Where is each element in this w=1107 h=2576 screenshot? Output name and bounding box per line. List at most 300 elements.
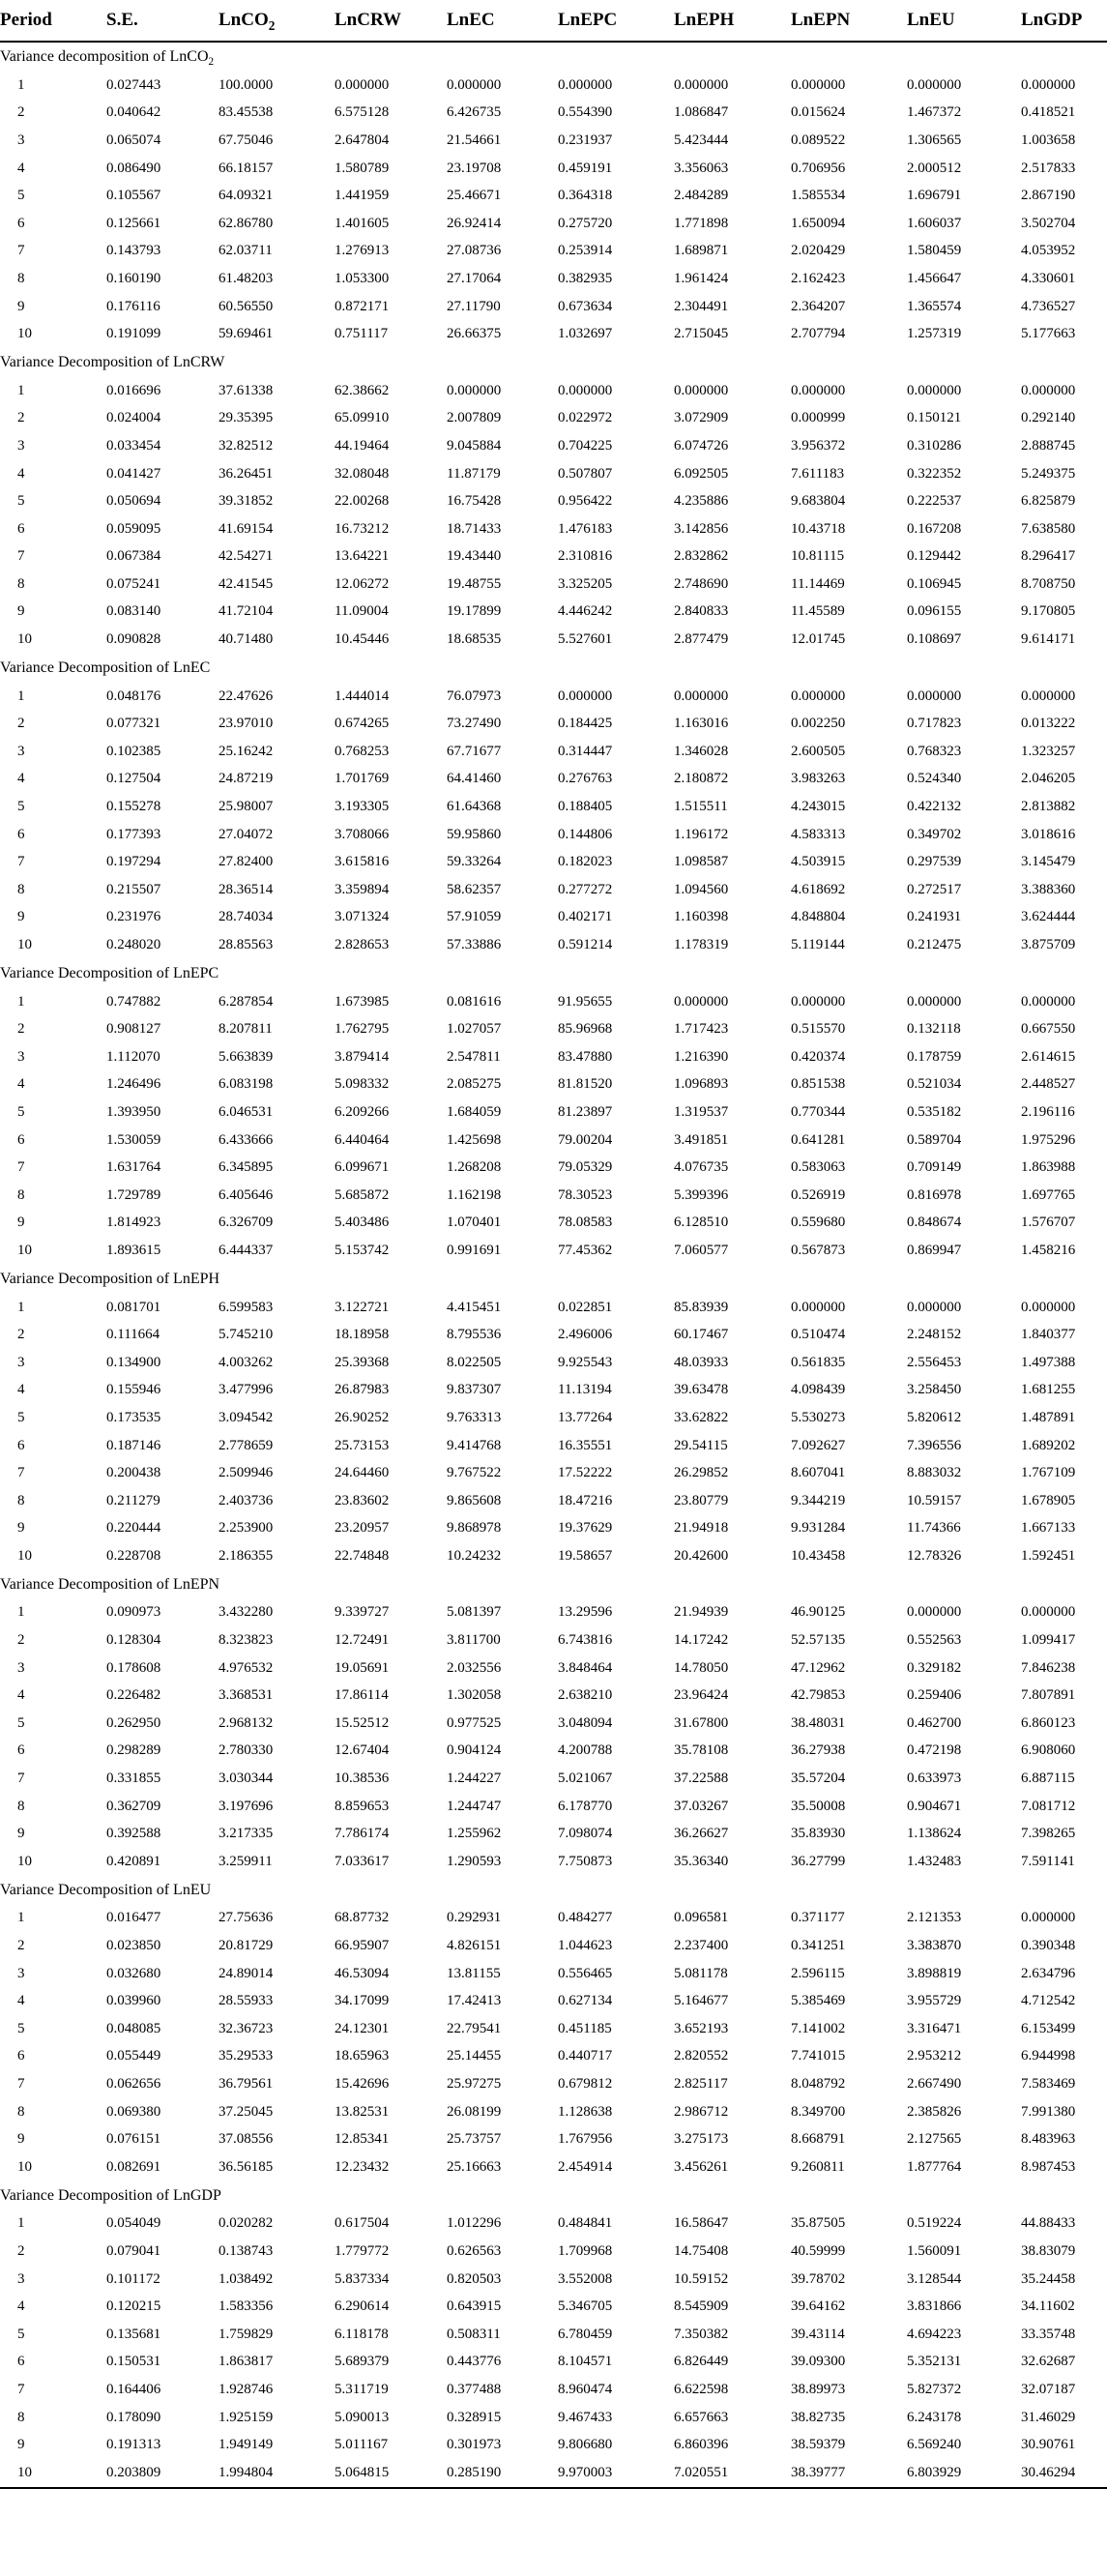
cell-lncrw: 0.000000 (335, 76, 390, 93)
cell-lncrw: 0.768253 (335, 743, 390, 759)
cell-lnepc: 18.47216 (558, 1492, 613, 1508)
cell-lnepn: 12.01745 (791, 631, 846, 648)
cell-lngdp: 0.418521 (1021, 104, 1076, 121)
cell-se: 0.101172 (106, 2270, 160, 2287)
cell-lnepn: 0.015624 (791, 104, 846, 121)
cell-lneph: 23.96424 (674, 1687, 729, 1704)
cell-lnec: 1.290593 (447, 1853, 502, 1869)
cell-se: 0.016477 (106, 1910, 161, 1926)
cell-lncrw: 10.45446 (335, 631, 390, 648)
table-row (0, 1071, 1107, 1099)
cell-lneu: 0.000000 (907, 688, 962, 704)
cell-lnco2: 1.925159 (218, 2409, 274, 2425)
cell-period: 1 (17, 76, 25, 93)
cell-lncrw: 13.82531 (335, 2103, 390, 2120)
cell-period: 7 (17, 2075, 25, 2092)
cell-lnco2: 100.0000 (218, 76, 274, 93)
cell-lnec: 3.811700 (447, 1632, 501, 1649)
column-header-lneph: LnEPH (674, 0, 791, 42)
cell-lnco2: 6.405646 (218, 1186, 274, 1203)
cell-period: 6 (17, 1131, 25, 1148)
cell-lnco2: 8.207811 (218, 1021, 273, 1038)
cell-lnco2: 1.863817 (218, 2354, 274, 2370)
table-body (0, 42, 1107, 2487)
cell-lneu: 0.524340 (907, 771, 962, 787)
cell-lneph: 3.142856 (674, 520, 729, 537)
cell-lnepn: 0.000999 (791, 410, 846, 426)
cell-se: 0.067384 (106, 548, 161, 565)
cell-lneph: 85.83939 (674, 1299, 729, 1315)
cell-period: 6 (17, 2354, 25, 2370)
cell-lnepn: 5.530273 (791, 1409, 846, 1425)
cell-lnepn: 2.162423 (791, 270, 846, 286)
cell-lneu: 2.000512 (907, 160, 962, 176)
table-row (0, 432, 1107, 460)
table-row (0, 1654, 1107, 1683)
cell-lncrw: 16.73212 (335, 520, 390, 537)
table-row (0, 766, 1107, 794)
cell-se: 0.090828 (106, 631, 161, 648)
cell-lneu: 0.096155 (907, 603, 962, 620)
cell-lnepn: 0.000000 (791, 993, 846, 1010)
cell-lneph: 48.03933 (674, 1354, 729, 1370)
cell-se: 0.040642 (106, 104, 161, 121)
cell-se: 0.187146 (106, 1437, 161, 1453)
cell-se: 1.729789 (106, 1186, 161, 1203)
cell-lnec: 1.255962 (447, 1826, 502, 1842)
section-title: Variance Decomposition of LnEPN (0, 1575, 220, 1593)
cell-lnec: 2.085275 (447, 1076, 502, 1093)
cell-lncrw: 0.751117 (335, 326, 389, 342)
cell-lnepn: 52.57135 (791, 1632, 846, 1649)
cell-period: 9 (17, 2437, 25, 2453)
cell-se: 0.105567 (106, 188, 161, 204)
cell-lncrw: 5.689379 (335, 2354, 390, 2370)
cell-lnec: 17.42413 (447, 1993, 502, 2009)
cell-lneu: 1.138624 (907, 1826, 962, 1842)
cell-lnepc: 3.848464 (558, 1659, 613, 1676)
cell-lneu: 0.535182 (907, 1103, 962, 1120)
cell-lnco2: 3.259911 (218, 1853, 273, 1869)
cell-period: 7 (17, 1771, 25, 1787)
cell-lneph: 6.128510 (674, 1215, 729, 1231)
cell-lngdp: 8.296417 (1021, 548, 1076, 565)
column-header-lnec: LnEC (447, 0, 558, 42)
cell-lnec: 59.95860 (447, 826, 502, 842)
table-row (0, 2125, 1107, 2153)
cell-lnepn: 0.341251 (791, 1938, 846, 1954)
cell-lnco2: 6.433666 (218, 1131, 274, 1148)
cell-lnepn: 1.650094 (791, 215, 846, 231)
cell-lncrw: 2.647804 (335, 132, 390, 148)
cell-lncrw: 5.311719 (335, 2381, 389, 2397)
cell-lngdp: 6.944998 (1021, 2048, 1076, 2064)
cell-lncrw: 12.06272 (335, 575, 390, 592)
cell-lnepn: 38.59379 (791, 2437, 846, 2453)
cell-lncrw: 12.85341 (335, 2131, 390, 2148)
cell-se: 1.893615 (106, 1242, 161, 1258)
table-row (0, 2431, 1107, 2459)
cell-lnepc: 0.459191 (558, 160, 613, 176)
table-row (0, 876, 1107, 904)
cell-lngdp: 31.46029 (1021, 2409, 1076, 2425)
cell-lnepn: 9.260811 (791, 2158, 845, 2175)
cell-lnepn: 0.000000 (791, 382, 846, 398)
cell-lncrw: 5.153742 (335, 1242, 390, 1258)
cell-lnco2: 0.138743 (218, 2242, 274, 2259)
cell-lncrw: 3.708066 (335, 826, 390, 842)
cell-lncrw: 46.53094 (335, 1965, 390, 1981)
cell-lncrw: 5.090013 (335, 2409, 390, 2425)
cell-lnepc: 9.467433 (558, 2409, 613, 2425)
cell-lnepc: 7.750873 (558, 1853, 613, 1869)
cell-lngdp: 1.697765 (1021, 1186, 1076, 1203)
cell-lneph: 33.62822 (674, 1409, 729, 1425)
cell-lngdp: 8.708750 (1021, 575, 1076, 592)
cell-lnepn: 0.000000 (791, 76, 846, 93)
cell-lnepn: 42.79853 (791, 1687, 846, 1704)
cell-lngdp: 0.000000 (1021, 382, 1076, 398)
cell-lnepc: 19.37629 (558, 1520, 613, 1537)
cell-se: 0.392588 (106, 1826, 161, 1842)
table-row (0, 265, 1107, 293)
cell-lneph: 8.545909 (674, 2298, 729, 2315)
cell-lnco2: 61.48203 (218, 270, 274, 286)
cell-lneu: 2.248152 (907, 1327, 962, 1343)
cell-lncrw: 5.011167 (335, 2437, 389, 2453)
cell-lnco2: 41.72104 (218, 603, 274, 620)
cell-lngdp: 3.875709 (1021, 937, 1076, 953)
cell-period: 10 (17, 2158, 32, 2175)
cell-lngdp: 0.000000 (1021, 1604, 1076, 1621)
cell-lngdp: 2.813882 (1021, 799, 1076, 815)
cell-lncrw: 2.828653 (335, 937, 390, 953)
cell-lnepc: 2.454914 (558, 2158, 613, 2175)
cell-lnec: 0.328915 (447, 2409, 502, 2425)
cell-lngdp: 2.634796 (1021, 1965, 1076, 1981)
cell-lnepc: 91.95655 (558, 993, 613, 1010)
cell-lncrw: 22.74848 (335, 1547, 390, 1564)
table-row (0, 988, 1107, 1016)
cell-lncrw: 68.87732 (335, 1910, 390, 1926)
cell-lnco2: 2.780330 (218, 1742, 274, 1759)
cell-lngdp: 1.487891 (1021, 1409, 1076, 1425)
cell-lneph: 21.94918 (674, 1520, 729, 1537)
cell-lnepc: 0.556465 (558, 1965, 613, 1981)
cell-se: 0.065074 (106, 132, 161, 148)
cell-lneu: 1.877764 (907, 2158, 962, 2175)
cell-lnepc: 81.23897 (558, 1103, 613, 1120)
table-row (0, 1377, 1107, 1405)
cell-lnec: 76.07973 (447, 688, 502, 704)
cell-lngdp: 5.177663 (1021, 326, 1076, 342)
cell-lnco2: 28.36514 (218, 881, 274, 897)
cell-lneu: 0.241931 (907, 909, 962, 925)
cell-lnepn: 39.64162 (791, 2298, 846, 2315)
cell-se: 0.160190 (106, 270, 161, 286)
cell-lnec: 0.443776 (447, 2354, 502, 2370)
section-title-row (0, 1570, 1107, 1599)
cell-se: 0.228708 (106, 1547, 161, 1564)
cell-se: 0.041427 (106, 465, 161, 482)
column-header-lngdp: LnGDP (1021, 0, 1107, 42)
cell-lnco2: 1.994804 (218, 2464, 274, 2480)
cell-se: 0.023850 (106, 1938, 161, 1954)
cell-lneph: 26.29852 (674, 1465, 729, 1481)
cell-period: 9 (17, 603, 25, 620)
cell-lnec: 27.17064 (447, 270, 502, 286)
cell-lnec: 1.244227 (447, 1771, 502, 1787)
cell-lnco2: 3.197696 (218, 1798, 274, 1814)
cell-lnepn: 0.559680 (791, 1215, 846, 1231)
cell-lnepn: 10.81115 (791, 548, 845, 565)
cell-lnepc: 13.29596 (558, 1604, 613, 1621)
cell-lnepn: 0.000000 (791, 1299, 846, 1315)
table-row (0, 155, 1107, 183)
cell-lngdp: 0.000000 (1021, 1299, 1076, 1315)
column-header-lneu: LnEU (907, 0, 1021, 42)
cell-lnec: 0.977525 (447, 1714, 502, 1731)
cell-period: 7 (17, 548, 25, 565)
table-row (0, 1098, 1107, 1127)
cell-lneu: 1.696791 (907, 188, 962, 204)
cell-lngdp: 0.667550 (1021, 1021, 1076, 1038)
cell-lneph: 20.42600 (674, 1547, 729, 1564)
cell-lncrw: 3.122721 (335, 1299, 390, 1315)
cell-lnec: 1.244747 (447, 1798, 502, 1814)
section-title-row (0, 42, 1107, 72)
cell-lneu: 0.329182 (907, 1659, 962, 1676)
cell-lncrw: 12.67404 (335, 1742, 390, 1759)
cell-lnepc: 78.30523 (558, 1186, 613, 1203)
cell-lneph: 7.060577 (674, 1242, 729, 1258)
cell-lneph: 2.840833 (674, 603, 729, 620)
table-row (0, 1015, 1107, 1043)
cell-period: 3 (17, 1048, 25, 1065)
cell-lneph: 1.216390 (674, 1048, 729, 1065)
cell-lngdp: 7.398265 (1021, 1826, 1076, 1842)
table-row (0, 1626, 1107, 1654)
cell-lnepn: 38.39777 (791, 2464, 846, 2480)
cell-lneu: 0.768323 (907, 743, 962, 759)
cell-lnco2: 39.31852 (218, 493, 274, 510)
cell-lneu: 6.569240 (907, 2437, 962, 2453)
table-row (0, 1321, 1107, 1349)
cell-lnepc: 83.47880 (558, 1048, 613, 1065)
cell-lneph: 37.22588 (674, 1771, 729, 1787)
cell-se: 0.111664 (106, 1327, 160, 1343)
cell-lneu: 2.953212 (907, 2048, 962, 2064)
cell-lnco2: 42.41545 (218, 575, 274, 592)
cell-lngdp: 6.860123 (1021, 1714, 1076, 1731)
cell-lngdp: 7.846238 (1021, 1659, 1076, 1676)
cell-lnco2: 35.29533 (218, 2048, 274, 2064)
cell-lneu: 2.556453 (907, 1354, 962, 1370)
cell-lneph: 1.717423 (674, 1021, 729, 1038)
cell-lneph: 2.877479 (674, 631, 729, 648)
cell-period: 1 (17, 1604, 25, 1621)
cell-lnepn: 5.119144 (791, 937, 845, 953)
cell-lnepn: 0.526919 (791, 1186, 846, 1203)
cell-period: 7 (17, 2381, 25, 2397)
cell-lnepn: 39.09300 (791, 2354, 846, 2370)
cell-se: 0.077321 (106, 716, 161, 732)
cell-period: 6 (17, 215, 25, 231)
cell-lnec: 25.14455 (447, 2048, 502, 2064)
cell-se: 0.081701 (106, 1299, 161, 1315)
cell-lnco2: 62.03711 (218, 243, 273, 259)
table-row (0, 2238, 1107, 2266)
cell-lneph: 5.423444 (674, 132, 729, 148)
cell-lngdp: 1.863988 (1021, 1159, 1076, 1176)
cell-lnec: 57.91059 (447, 909, 502, 925)
cell-period: 2 (17, 716, 25, 732)
cell-lnco2: 3.368531 (218, 1687, 274, 1704)
cell-lngdp: 2.888745 (1021, 437, 1076, 454)
column-header-lnepn: LnEPN (791, 0, 907, 42)
cell-lnepc: 17.52222 (558, 1465, 613, 1481)
cell-lnepn: 35.87505 (791, 2215, 846, 2232)
cell-lncrw: 1.580789 (335, 160, 390, 176)
cell-lnco2: 2.253900 (218, 1520, 274, 1537)
cell-lnepc: 6.780459 (558, 2326, 613, 2342)
cell-lngdp: 44.88433 (1021, 2215, 1076, 2232)
table-row (0, 1349, 1107, 1377)
cell-lngdp: 8.483963 (1021, 2131, 1076, 2148)
cell-lneph: 2.304491 (674, 298, 729, 314)
cell-lnepc: 85.96968 (558, 1021, 613, 1038)
cell-lneph: 60.17467 (674, 1327, 729, 1343)
cell-lnco2: 28.85563 (218, 937, 274, 953)
cell-lnepc: 0.277272 (558, 881, 613, 897)
cell-lnepn: 8.048792 (791, 2075, 846, 2092)
cell-se: 0.197294 (106, 854, 161, 870)
cell-lneph: 1.178319 (674, 937, 729, 953)
table-bottom-rule (0, 2487, 1107, 2489)
cell-lnec: 8.795536 (447, 1327, 502, 1343)
cell-period: 4 (17, 160, 25, 176)
cell-lnco2: 22.47626 (218, 688, 274, 704)
cell-lneu: 1.560091 (907, 2242, 962, 2259)
cell-lngdp: 3.502704 (1021, 215, 1076, 231)
cell-lnec: 13.81155 (447, 1965, 501, 1981)
cell-lneu: 0.000000 (907, 1299, 962, 1315)
cell-lnco2: 2.403736 (218, 1492, 274, 1508)
cell-lnco2: 1.928746 (218, 2381, 274, 2397)
table-row (0, 626, 1107, 654)
cell-lnec: 27.08736 (447, 243, 502, 259)
cell-lncrw: 7.033617 (335, 1853, 390, 1869)
cell-lneu: 0.869947 (907, 1242, 962, 1258)
cell-lnepn: 0.420374 (791, 1048, 846, 1065)
table-row (0, 1294, 1107, 1322)
cell-lneph: 0.000000 (674, 382, 729, 398)
cell-period: 7 (17, 1159, 25, 1176)
cell-period: 6 (17, 826, 25, 842)
cell-lnco2: 59.69461 (218, 326, 274, 342)
cell-lnec: 1.012296 (447, 2215, 502, 2232)
table-row (0, 571, 1107, 599)
cell-period: 2 (17, 1327, 25, 1343)
cell-lnec: 67.71677 (447, 743, 502, 759)
cell-lneph: 2.820552 (674, 2048, 729, 2064)
cell-period: 3 (17, 1659, 25, 1676)
cell-lnec: 25.97275 (447, 2075, 502, 2092)
cell-lncrw: 32.08048 (335, 465, 390, 482)
cell-se: 0.420891 (106, 1853, 161, 1869)
cell-se: 1.814923 (106, 1215, 161, 1231)
cell-lnec: 27.11790 (447, 298, 501, 314)
cell-lnepn: 0.371177 (791, 1910, 845, 1926)
cell-period: 5 (17, 2020, 25, 2036)
cell-lneu: 0.709149 (907, 1159, 962, 1176)
cell-lncrw: 23.20957 (335, 1520, 390, 1537)
cell-lnepn: 5.385469 (791, 1993, 846, 2009)
cell-lnepc: 0.484277 (558, 1910, 613, 1926)
cell-lngdp: 0.000000 (1021, 76, 1076, 93)
cell-lneu: 2.127565 (907, 2131, 962, 2148)
cell-lnec: 9.767522 (447, 1465, 502, 1481)
cell-period: 8 (17, 1492, 25, 1508)
cell-lngdp: 30.46294 (1021, 2464, 1076, 2480)
cell-lneph: 3.456261 (674, 2158, 729, 2175)
cell-se: 0.298289 (106, 1742, 161, 1759)
cell-lneph: 7.350382 (674, 2326, 729, 2342)
cell-lnepc: 2.496006 (558, 1327, 613, 1343)
cell-lneph: 3.072909 (674, 410, 729, 426)
section-title: Variance Decomposition of LnEPH (0, 1270, 220, 1287)
table-row (0, 293, 1107, 321)
cell-lncrw: 8.859653 (335, 1798, 390, 1814)
cell-lnco2: 24.89014 (218, 1965, 274, 1981)
cell-lnec: 0.991691 (447, 1242, 502, 1258)
table-row (0, 72, 1107, 100)
cell-lncrw: 6.099671 (335, 1159, 390, 1176)
cell-lngdp: 3.624444 (1021, 909, 1076, 925)
cell-period: 10 (17, 326, 32, 342)
cell-lngdp: 2.448527 (1021, 1076, 1076, 1093)
cell-lnepc: 19.58657 (558, 1547, 613, 1564)
cell-lncrw: 5.403486 (335, 1215, 390, 1231)
cell-lnepn: 0.000000 (791, 688, 846, 704)
cell-lngdp: 6.825879 (1021, 493, 1076, 510)
cell-period: 4 (17, 771, 25, 787)
cell-lnco2: 2.509946 (218, 1465, 274, 1481)
cell-lneph: 16.58647 (674, 2215, 729, 2232)
cell-lnepn: 0.706956 (791, 160, 846, 176)
cell-lnec: 9.763313 (447, 1409, 502, 1425)
cell-lnec: 25.16663 (447, 2158, 502, 2175)
cell-lncrw: 24.64460 (335, 1465, 390, 1481)
cell-lneu: 3.898819 (907, 1965, 962, 1981)
table-row (0, 1515, 1107, 1543)
cell-lnec: 1.425698 (447, 1131, 502, 1148)
cell-lneph: 1.961424 (674, 270, 729, 286)
cell-se: 1.631764 (106, 1159, 161, 1176)
cell-lneph: 1.346028 (674, 743, 729, 759)
cell-period: 6 (17, 520, 25, 537)
section-title: Variance decomposition of LnCO$_2$ (0, 48, 215, 69)
cell-lneph: 2.748690 (674, 575, 729, 592)
cell-lnepc: 1.128638 (558, 2103, 613, 2120)
table-row (0, 1932, 1107, 1960)
cell-lngdp: 4.053952 (1021, 243, 1076, 259)
table-row (0, 683, 1107, 711)
table-row (0, 460, 1107, 488)
cell-period: 4 (17, 2298, 25, 2315)
cell-lneu: 7.396556 (907, 1437, 962, 1453)
cell-lnepc: 0.000000 (558, 688, 613, 704)
